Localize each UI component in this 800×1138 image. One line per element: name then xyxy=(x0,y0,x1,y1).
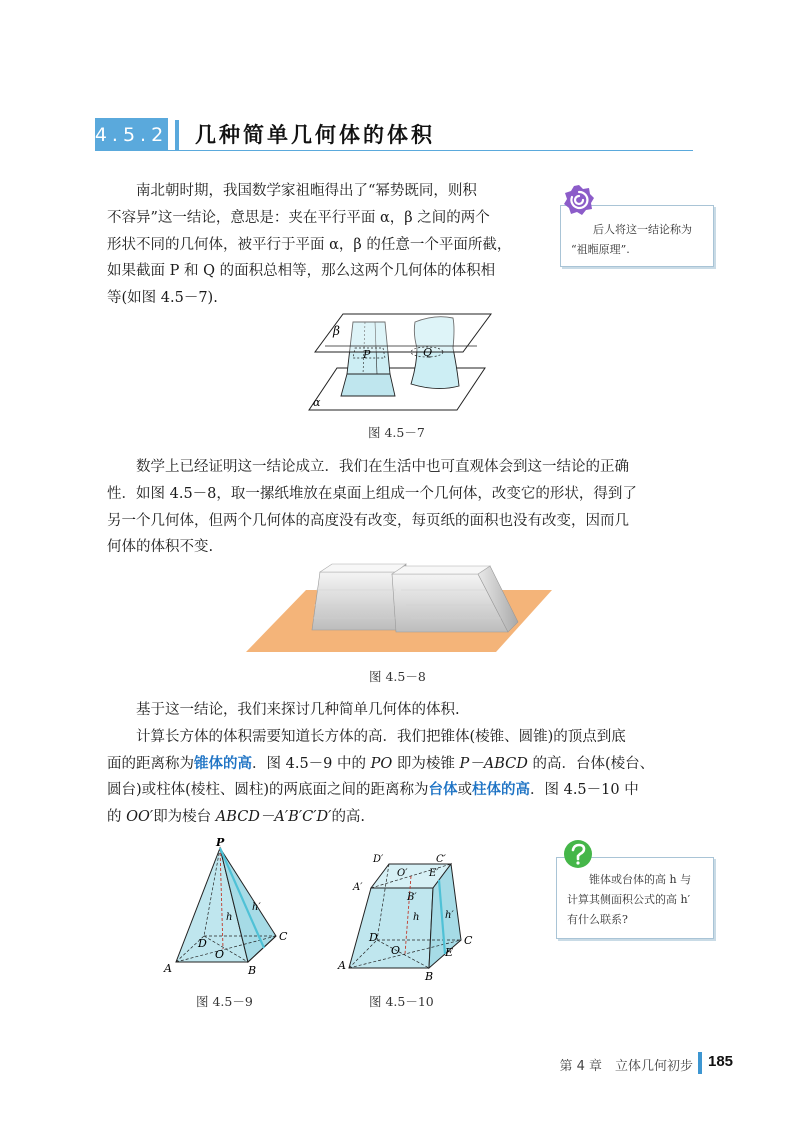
para2-line-4: 何体的体积不变. xyxy=(107,539,214,556)
label-D: D xyxy=(369,931,378,944)
figure-caption-4-5-7: 图 4.5－7 xyxy=(368,425,425,440)
solid-left-lower xyxy=(341,374,395,396)
label-A: A xyxy=(338,959,346,972)
figure-caption-4-5-10: 图 4.5－10 xyxy=(369,994,434,1009)
para3-text: 的 xyxy=(107,809,127,826)
section-divider-bar xyxy=(175,120,179,150)
figure-4-5-7 xyxy=(305,308,495,413)
para3-text: 面的距离称为 xyxy=(107,755,194,772)
label-A-prime: A′ xyxy=(353,882,363,893)
figure-4-5-8 xyxy=(246,560,552,654)
label-alpha: α xyxy=(313,396,321,409)
figure-4-5-9 xyxy=(160,836,300,982)
label-C-prime: C′ xyxy=(436,854,446,865)
symbol-po: PO xyxy=(370,755,393,772)
para3-line-1: 基于这一结论，我们来探讨几种简单几何体的体积. xyxy=(136,702,460,718)
label-h: h xyxy=(226,912,233,923)
para1-line-4: 如果截面 P 和 Q 的面积总相等，那么这两个几何体的体积相 xyxy=(107,263,496,280)
label-D-prime: D′ xyxy=(373,854,384,865)
label-beta: β xyxy=(333,324,340,338)
label-B: B xyxy=(248,964,257,977)
note1-line-2: “祖暅原理”. xyxy=(571,243,630,256)
para3-text: ．图 4.5－10 中 xyxy=(529,782,639,799)
plane-alpha xyxy=(309,368,485,410)
label-B: B xyxy=(425,970,434,982)
label-O-prime: O′ xyxy=(397,868,408,879)
section-number-badge: 4.5.2 xyxy=(95,118,168,151)
label-B-prime: B′ xyxy=(407,892,417,903)
para1-line-1: 南北朝时期，我国数学家祖暅得出了“幂势既同，则积 xyxy=(136,183,477,199)
para3-line-5 xyxy=(107,804,690,831)
label-P: P xyxy=(216,836,225,849)
label-h-prime: h′ xyxy=(252,902,261,913)
para3-line-3 xyxy=(107,751,690,778)
label-C: C xyxy=(279,930,288,943)
symbol-pabcd: P－ABCD xyxy=(459,755,528,772)
label-E: E xyxy=(445,946,454,959)
term-frustum: 台体 xyxy=(428,782,458,799)
swirl-icon xyxy=(562,183,596,217)
label-A: A xyxy=(164,962,172,975)
para3-text: 的高．台体(棱台、 xyxy=(527,755,655,772)
figure-4-5-10 xyxy=(333,846,483,982)
term-cone-height: 锥体的高 xyxy=(194,755,252,772)
paragraph-zu-geng xyxy=(107,178,542,312)
para1-line-3: 形状不同的几何体，被平行于平面 α，β 的任意一个平面所截， xyxy=(107,236,512,253)
label-C: C xyxy=(464,934,473,947)
para1-line-5: 等(如图 4.5－7). xyxy=(107,290,218,307)
note1-line-1: 后人将这一结论称为 xyxy=(593,223,692,236)
paragraph-heights xyxy=(107,697,690,831)
footer-divider-bar xyxy=(698,1052,702,1074)
question-icon xyxy=(562,838,594,870)
para2-line-1: 数学上已经证明这一结论成立．我们在生活中也可直观体会到这一结论的正确 xyxy=(136,459,629,475)
label-O: O xyxy=(391,944,401,957)
para3-text: 即为棱台 xyxy=(153,809,216,826)
label-h-prime: h′ xyxy=(445,910,454,921)
note2-line-1: 锥体或台体的高 h 与 xyxy=(589,873,692,886)
label-q: Q xyxy=(423,346,433,359)
label-p: P xyxy=(363,348,371,361)
para3-line-4 xyxy=(107,777,690,804)
para3-text: 即为棱锥 xyxy=(392,755,460,772)
symbol-frustum-name: ABCD－A′B′C′D′ xyxy=(215,809,332,826)
para2-line-2: 性．如图 4.5－8，取一摞纸堆放在桌面上组成一个几何体，改变它的形状，得到了 xyxy=(107,485,637,502)
figure-caption-4-5-8: 图 4.5－8 xyxy=(369,669,426,684)
para3-text: 圆台)或柱体(棱柱、圆柱)的两底面之间的距离称为 xyxy=(107,782,429,799)
paragraph-paper-stack xyxy=(107,454,690,561)
paper-stack-left xyxy=(312,572,396,630)
label-O: O xyxy=(215,948,225,961)
para3-text: 的高. xyxy=(331,809,366,826)
symbol-oo: OO′ xyxy=(126,809,154,826)
section-title: 几种简单几何体的体积 xyxy=(195,123,435,147)
footer-chapter-title: 第 4 章 立体几何初步 xyxy=(559,1059,693,1074)
para2-line-3: 另一个几何体，但两个几何体的高度没有改变，每页纸的面积也没有改变，因而几 xyxy=(107,512,629,529)
page-number: 185 xyxy=(708,1053,734,1070)
figure-caption-4-5-9: 图 4.5－9 xyxy=(196,994,253,1009)
section-underline xyxy=(95,150,693,151)
term-prism-height: 柱体的高 xyxy=(471,782,530,799)
label-D: D xyxy=(198,937,207,950)
para1-line-2: 不容异”这一结论，意思是：夹在平行平面 α，β 之间的两个 xyxy=(107,209,490,226)
para3-text: 或 xyxy=(457,782,472,799)
para3-text: ．图 4.5－9 中的 xyxy=(252,755,371,772)
label-E-prime: E′ xyxy=(429,868,439,879)
note2-line-2: 计算其侧面积公式的高 h′ xyxy=(567,893,691,906)
para3-line-2: 计算长方体的体积需要知道长方体的高．我们把锥体(棱锥、圆锥)的顶点到底 xyxy=(136,728,626,745)
label-h: h xyxy=(413,912,420,923)
note2-line-3: 有什么联系? xyxy=(567,913,628,926)
